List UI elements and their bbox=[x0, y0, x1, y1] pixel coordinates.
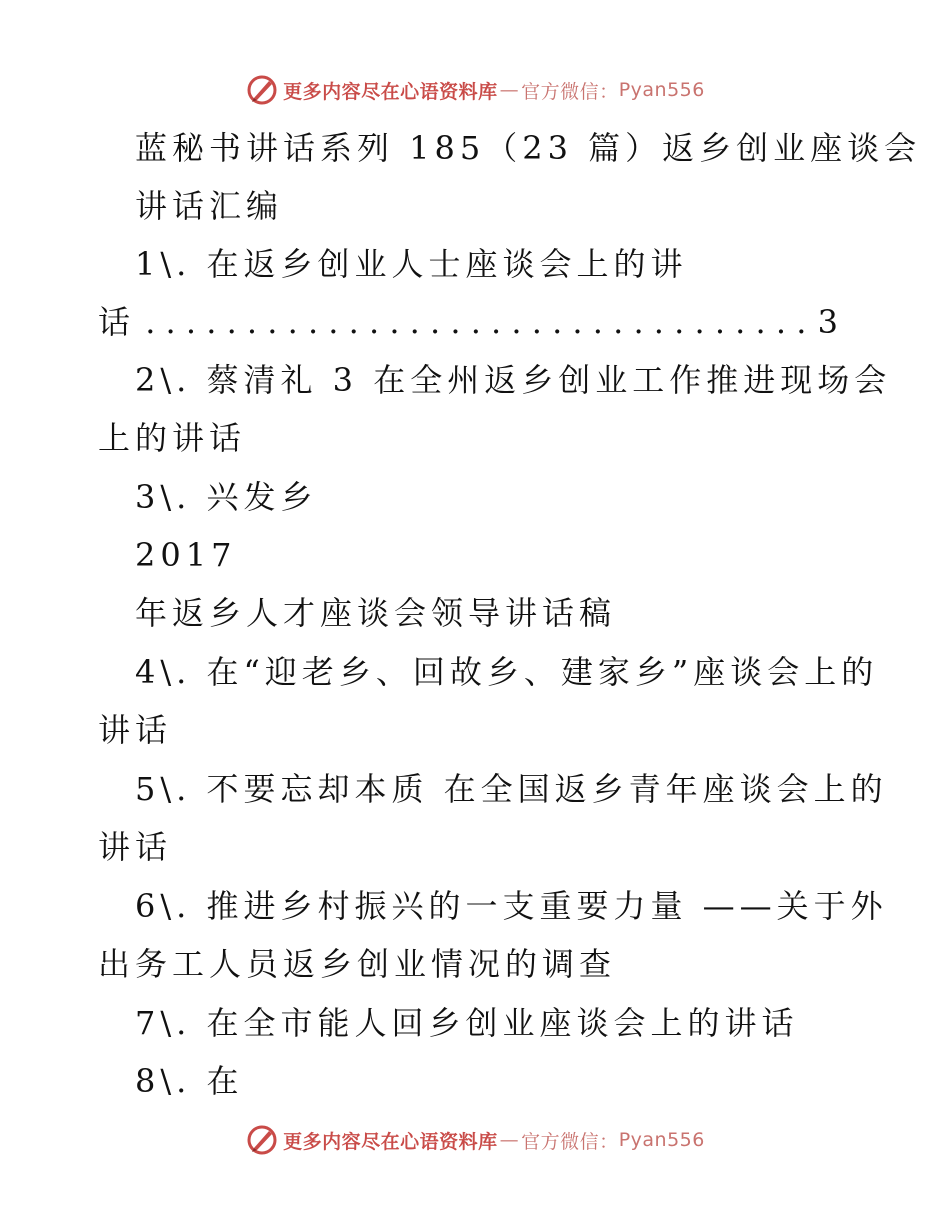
toc-item-4-cont: 讲话 bbox=[98, 711, 173, 749]
toc-item-2: 2\. 蔡清礼 3 在全州返乡创业工作推进现场会 bbox=[135, 361, 892, 399]
watermark-wechat-id: Pyan556 bbox=[618, 79, 705, 101]
watermark-title: 更多内容尽在心语资料库 bbox=[283, 80, 498, 103]
toc-item-5: 5\. 不要忘却本质 在全国返乡青年座谈会上的 bbox=[135, 770, 888, 808]
watermark-wechat-id: Pyan556 bbox=[618, 1129, 705, 1151]
toc-item-6: 6\. 推进乡村振兴的一支重要力量 ——关于外 bbox=[135, 887, 888, 925]
toc-item-6-cont: 出务工人员返乡创业情况的调查 bbox=[98, 945, 617, 983]
toc-item-5-cont: 讲话 bbox=[98, 828, 173, 866]
toc-item-1-page: 3 bbox=[817, 303, 838, 341]
toc-item-4: 4\. 在“迎老乡、回故乡、建家乡”座谈会上的 bbox=[135, 653, 879, 691]
watermark-separator: — bbox=[499, 1129, 520, 1151]
watermark-title: 更多内容尽在心语资料库 bbox=[283, 1130, 498, 1153]
toc-item-3: 3\. 兴发乡 bbox=[135, 478, 318, 516]
pen-logo-icon bbox=[245, 73, 279, 107]
document-title-line1: 蓝秘书讲话系列 185（23 篇）返乡创业座谈会 bbox=[135, 129, 922, 167]
footer-watermark bbox=[0, 1122, 950, 1158]
toc-item-8: 8\. 在 bbox=[135, 1062, 244, 1100]
toc-item-3-cont: 年返乡人才座谈会领导讲话稿 bbox=[135, 594, 617, 632]
toc-item-1-leader bbox=[98, 302, 838, 342]
toc-item-7: 7\. 在全市能人回乡创业座谈会上的讲话 bbox=[135, 1004, 799, 1042]
header-watermark bbox=[0, 72, 950, 108]
toc-item-3-year: 2017 bbox=[135, 536, 237, 574]
pen-logo-icon bbox=[245, 1123, 279, 1157]
toc-item-1-tail: 话 . . . bbox=[98, 302, 818, 342]
document-title-line2: 讲话汇编 bbox=[135, 187, 284, 225]
watermark-sub: 官方微信： bbox=[521, 1130, 619, 1153]
watermark-separator: — bbox=[499, 79, 520, 101]
toc-item-2-cont: 上的讲话 bbox=[98, 419, 247, 457]
toc-item-1: 1\. 在返乡创业人士座谈会上的讲 bbox=[135, 245, 688, 283]
watermark-sub: 官方微信： bbox=[521, 80, 619, 103]
